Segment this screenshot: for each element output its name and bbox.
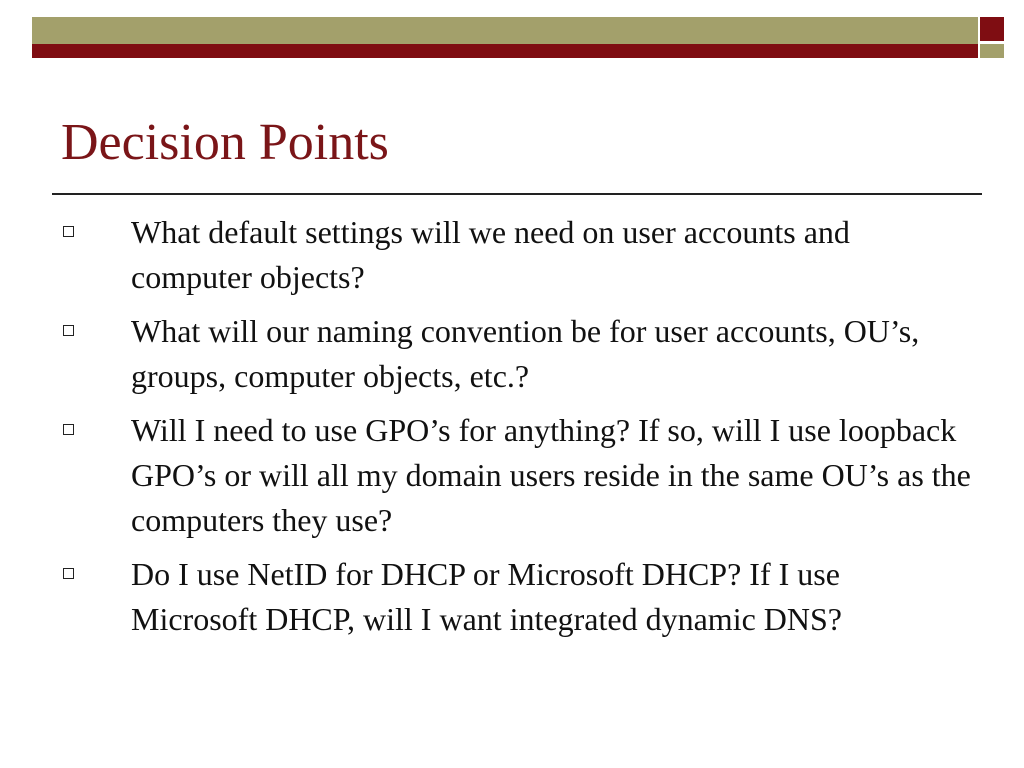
header-corner-red-square [980,17,1004,41]
bullet-item [0,309,1024,399]
bullet-item [0,408,1024,543]
hollow-square-bullet-icon [63,226,74,237]
bullet-text: What will our naming convention be for user accounts, OU’s, groups, computer objects, etc.? [131,313,920,394]
header-corner-olive-square [980,44,1004,58]
bullet-item [0,552,1024,642]
hollow-square-bullet-icon [63,568,74,579]
bullet-list [0,210,1024,651]
slide-title: Decision Points [61,114,389,171]
bullet-text: What default settings will we need on user accounts and computer objects? [131,214,850,295]
bullet-text: Will I need to use GPO’s for anything? If so, will I use loopback GPO’s or will all my domain users reside in the same OU’s as the computers they use? [131,412,971,538]
bullet-text: Do I use NetID for DHCP or Microsoft DHCP? If I use Microsoft DHCP, will I want integrated dynamic DNS? [131,556,842,637]
bullet-item [0,210,1024,300]
hollow-square-bullet-icon [63,424,74,435]
header-bar-olive [32,17,978,44]
hollow-square-bullet-icon [63,325,74,336]
title-divider [52,193,982,195]
header-bar-red [32,44,978,58]
